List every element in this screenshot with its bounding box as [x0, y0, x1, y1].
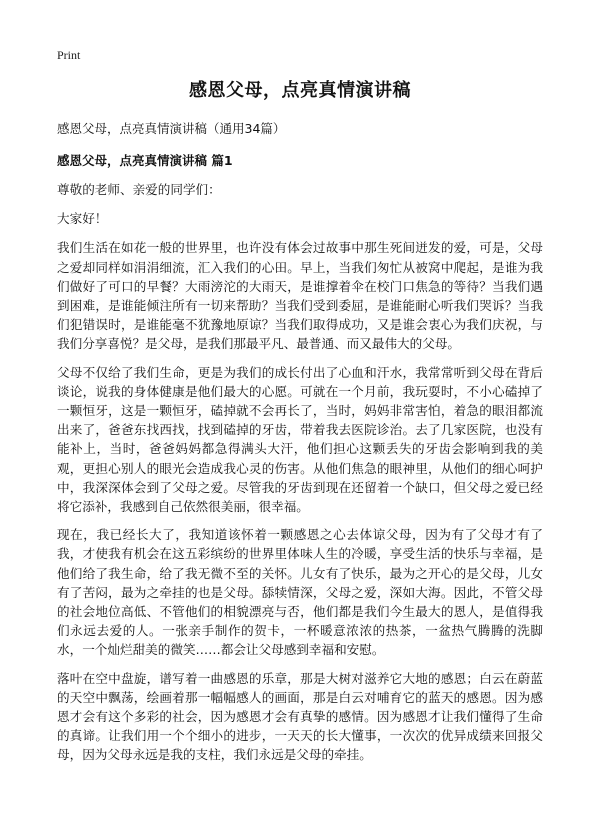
article-body: [57, 180, 543, 774]
print-link[interactable]: Print: [57, 48, 81, 62]
body-paragraph: 现在，我已经长大了，我知道该怀着一颗感恩之心去体谅父母，因为有了父母才有了我，才使我有机会在这五彩缤纷的世界里体味人生的冷暖，享受生活的快乐与幸福，是他们给了我生命，给了我无微不至的关怀。儿女有了快乐，最为之开心的是父母，儿女有了苦闷，最为之牵挂的也是父母。舔犊情深，父母之爱，深如大海。因此，不管父母的社会地位高低、不管他们的相貌漂亮与否，他们都是我们今生最大的恩人，是值得我们永远去爱的人。一张亲手制作的贺卡，一杯暖意浓浓的热茶，一盆热气腾腾的洗脚水，一个灿烂甜美的微笑……都会让父母感到幸福和安慰。: [57, 527, 543, 658]
salutation-paragraph: 尊敬的老师、亲爱的同学们：: [57, 182, 221, 197]
section-heading: 感恩父母，点亮真情演讲稿 篇1: [57, 153, 233, 168]
body-paragraph: 父母不仅给了我们生命，更是为我们的成长付出了心血和汗水，我常常听到父母在背后谈论，说我的身体健康是他们最大的心愿。可就在一个月前，我玩耍时，不小心磕掉了一颗恒牙，这是一颗恒牙，磕掉就不会再长了，当时，妈妈非常害怕，着急的眼泪都流出来了，爸爸东找西找，找到磕掉的牙齿，带着我去医院诊治。去了几家医院，也没有能补上，当时，爸爸妈妈都急得满头大汗，他们担心这颗丢失的牙齿会影响到我的美观，更担心别人的眼光会造成我心灵的伤害。从他们焦急的眼神里，从他们的细心呵护中，我深深体会到了父母之爱。尽管我的牙齿到现在还留着一个缺口，但父母之爱已经将它添补，我感到自己依然很美丽，很幸福。: [57, 364, 543, 515]
body-paragraph: 落叶在空中盘旋，谱写着一曲感恩的乐章，那是大树对滋养它大地的感恩；白云在蔚蓝的天空中飘荡，绘画着那一幅幅感人的画面，那是白云对哺育它的蓝天的感恩。因为感恩才会有这个多彩的社会，因为感恩才会有真挚的感情。因为感恩才让我们懂得了生命的真谛。让我们用一个个细小的进步，一天天的长大懂事，一次次的优异成绩来回报父母，因为父母永远是我的支柱，我们永远是父母的牵挂。: [57, 670, 543, 763]
document-subtitle: 感恩父母，点亮真情演讲稿（通用34篇）: [57, 121, 286, 136]
body-paragraph: 我们生活在如花一般的世界里，也许没有体会过故事中那生死间迸发的爱，可是，父母之爱却同样如涓涓细流，汇入我们的心田。早上，当我们匆忙从被窝中爬起，是谁为我们做好了可口的早餐？大雨滂沱的大雨天，是谁撑着伞在校门口焦急的等待？当我们遇到困难，是谁能倾注所有一切来帮助？当我们受到委屈，是谁能耐心听我们哭诉？当我们犯错误时，是谁能毫不犹豫地原谅？当我们取得成功，又是谁会衷心为我们庆祝，与我们分享喜悦？是父母，是我们那最平凡、最普通、而又最伟大的父母。: [57, 240, 543, 352]
page-title: 感恩父母，点亮真情演讲稿: [189, 80, 411, 101]
greeting-paragraph: 大家好！: [57, 211, 108, 227]
